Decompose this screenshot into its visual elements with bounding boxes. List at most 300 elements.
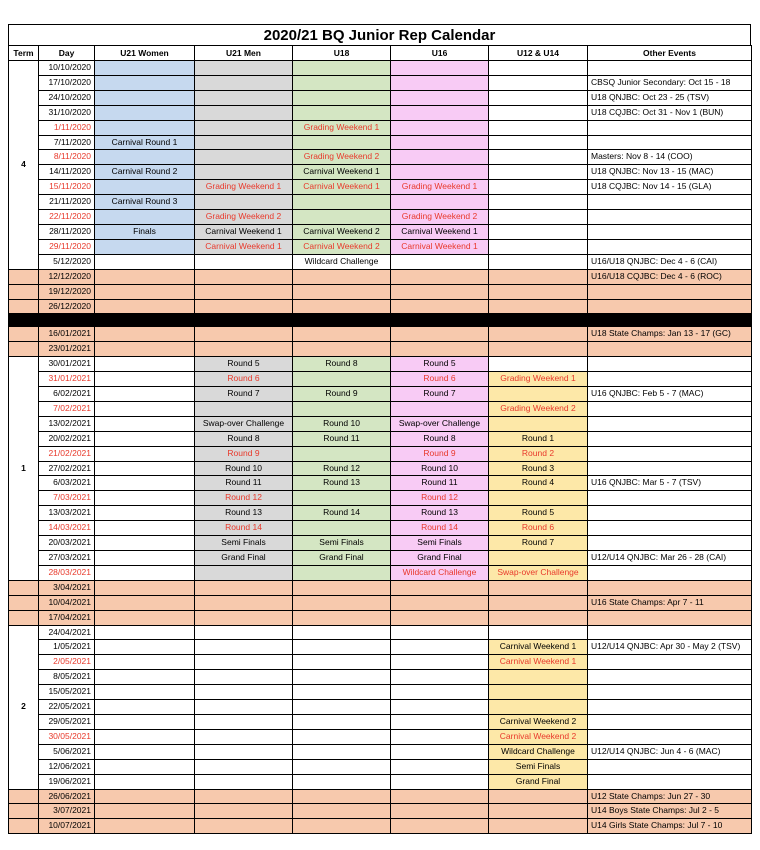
day-cell: 5/12/2020 xyxy=(39,254,95,269)
other-events-cell: U12 State Champs: Jun 27 - 30 xyxy=(588,789,752,804)
table-row xyxy=(9,90,752,105)
term-cell: 4 xyxy=(9,61,39,270)
u21-men-cell xyxy=(195,342,293,357)
other-events-cell: U12/U14 QNJBC: Apr 30 - May 2 (TSV) xyxy=(588,640,752,655)
table-row xyxy=(9,565,752,580)
u12-u14-cell: Semi Finals xyxy=(489,759,588,774)
u18-cell xyxy=(293,789,391,804)
u21-women-cell xyxy=(95,729,195,744)
day-cell: 14/11/2020 xyxy=(39,165,95,180)
table-row xyxy=(9,700,752,715)
table-row xyxy=(9,476,752,491)
term-cell-empty xyxy=(9,804,39,819)
table-row xyxy=(9,670,752,685)
u18-cell: Round 8 xyxy=(293,357,391,372)
other-events-cell xyxy=(588,401,752,416)
day-cell: 24/10/2020 xyxy=(39,90,95,105)
u16-cell: Wildcard Challenge xyxy=(391,565,489,580)
u18-cell xyxy=(293,299,391,314)
term-cell-empty xyxy=(9,819,39,834)
table-row xyxy=(9,195,752,210)
u21-men-cell xyxy=(195,670,293,685)
u18-cell xyxy=(293,491,391,506)
u18-cell xyxy=(293,521,391,536)
u16-cell xyxy=(391,804,489,819)
table-row xyxy=(9,610,752,625)
table-row xyxy=(9,729,752,744)
u21-women-cell xyxy=(95,446,195,461)
u18-cell xyxy=(293,580,391,595)
table-row xyxy=(9,819,752,834)
u12-u14-cell xyxy=(489,327,588,342)
u21-women-cell xyxy=(95,714,195,729)
table-row xyxy=(9,299,752,314)
other-events-cell: U18 QNJBC: Nov 13 - 15 (MAC) xyxy=(588,165,752,180)
u16-cell: Round 6 xyxy=(391,372,489,387)
u21-men-cell xyxy=(195,714,293,729)
u16-cell: Round 14 xyxy=(391,521,489,536)
u21-women-cell xyxy=(95,431,195,446)
u18-cell xyxy=(293,819,391,834)
u21-women-cell xyxy=(95,536,195,551)
u18-cell xyxy=(293,284,391,299)
other-events-cell xyxy=(588,565,752,580)
calendar-table xyxy=(8,45,752,834)
u21-men-cell xyxy=(195,759,293,774)
u21-men-cell xyxy=(195,774,293,789)
term-cell-empty xyxy=(9,789,39,804)
u12-u14-cell: Grading Weekend 2 xyxy=(489,401,588,416)
u21-men-cell xyxy=(195,595,293,610)
u18-cell xyxy=(293,625,391,640)
u21-women-cell: Finals xyxy=(95,224,195,239)
u16-cell xyxy=(391,640,489,655)
u18-cell xyxy=(293,61,391,76)
table-row xyxy=(9,239,752,254)
u16-cell: Round 9 xyxy=(391,446,489,461)
u21-men-cell xyxy=(195,150,293,165)
day-cell: 13/03/2021 xyxy=(39,506,95,521)
u16-cell xyxy=(391,299,489,314)
day-cell: 12/12/2020 xyxy=(39,269,95,284)
u18-cell xyxy=(293,565,391,580)
u16-cell xyxy=(391,90,489,105)
u12-u14-cell: Round 2 xyxy=(489,446,588,461)
u21-women-cell xyxy=(95,759,195,774)
u12-u14-cell xyxy=(489,284,588,299)
other-events-cell xyxy=(588,714,752,729)
header-u21-men: U21 Men xyxy=(195,46,293,61)
header-u21-women: U21 Women xyxy=(95,46,195,61)
day-cell: 30/05/2021 xyxy=(39,729,95,744)
u18-cell: Round 13 xyxy=(293,476,391,491)
u21-men-cell: Round 5 xyxy=(195,357,293,372)
day-cell: 31/01/2021 xyxy=(39,372,95,387)
other-events-cell: U18 QNJBC: Oct 23 - 25 (TSV) xyxy=(588,90,752,105)
u21-men-cell: Round 12 xyxy=(195,491,293,506)
u12-u14-cell xyxy=(489,342,588,357)
u21-women-cell xyxy=(95,595,195,610)
u21-men-cell xyxy=(195,61,293,76)
table-row xyxy=(9,314,752,327)
day-cell: 22/11/2020 xyxy=(39,210,95,225)
header-u12-u14: U12 & U14 xyxy=(489,46,588,61)
u21-women-cell xyxy=(95,685,195,700)
table-row xyxy=(9,150,752,165)
u18-cell: Grading Weekend 1 xyxy=(293,120,391,135)
u12-u14-cell: Carnival Weekend 1 xyxy=(489,655,588,670)
table-row xyxy=(9,804,752,819)
table-row xyxy=(9,640,752,655)
u21-women-cell xyxy=(95,700,195,715)
header-row xyxy=(9,46,752,61)
u16-cell xyxy=(391,670,489,685)
other-events-cell xyxy=(588,239,752,254)
day-cell: 16/01/2021 xyxy=(39,327,95,342)
u18-cell xyxy=(293,195,391,210)
other-events-cell: U14 Boys State Champs: Jul 2 - 5 xyxy=(588,804,752,819)
u12-u14-cell xyxy=(489,299,588,314)
u18-cell xyxy=(293,655,391,670)
u21-men-cell xyxy=(195,299,293,314)
u16-cell xyxy=(391,135,489,150)
term-cell-empty xyxy=(9,342,39,357)
day-cell: 26/12/2020 xyxy=(39,299,95,314)
day-cell: 1/05/2021 xyxy=(39,640,95,655)
day-cell: 28/11/2020 xyxy=(39,224,95,239)
u12-u14-cell: Grading Weekend 1 xyxy=(489,372,588,387)
u21-men-cell xyxy=(195,135,293,150)
u21-women-cell: Carnival Round 1 xyxy=(95,135,195,150)
u18-cell: Carnival Weekend 1 xyxy=(293,165,391,180)
term-cell-empty xyxy=(9,284,39,299)
u12-u14-cell xyxy=(489,224,588,239)
table-row xyxy=(9,269,752,284)
table-row xyxy=(9,61,752,76)
u18-cell xyxy=(293,327,391,342)
day-cell: 3/07/2021 xyxy=(39,804,95,819)
other-events-cell xyxy=(588,284,752,299)
u21-women-cell xyxy=(95,372,195,387)
u12-u14-cell: Swap-over Challenge xyxy=(489,565,588,580)
u21-women-cell xyxy=(95,75,195,90)
u16-cell xyxy=(391,269,489,284)
u21-men-cell xyxy=(195,819,293,834)
table-row xyxy=(9,580,752,595)
u16-cell xyxy=(391,120,489,135)
u12-u14-cell xyxy=(489,551,588,566)
u18-cell xyxy=(293,685,391,700)
table-row xyxy=(9,714,752,729)
table-row xyxy=(9,120,752,135)
other-events-cell xyxy=(588,461,752,476)
u21-men-cell xyxy=(195,804,293,819)
day-cell: 12/06/2021 xyxy=(39,759,95,774)
other-events-cell xyxy=(588,700,752,715)
other-events-cell xyxy=(588,759,752,774)
u18-cell: Wildcard Challenge xyxy=(293,254,391,269)
u21-men-cell: Round 11 xyxy=(195,476,293,491)
u21-men-cell: Grading Weekend 1 xyxy=(195,180,293,195)
u18-cell xyxy=(293,372,391,387)
day-cell: 19/12/2020 xyxy=(39,284,95,299)
u21-men-cell: Carnival Weekend 1 xyxy=(195,224,293,239)
u21-men-cell: Swap-over Challenge xyxy=(195,416,293,431)
u16-cell xyxy=(391,284,489,299)
u21-men-cell xyxy=(195,75,293,90)
term-cell-empty xyxy=(9,580,39,595)
table-row xyxy=(9,595,752,610)
other-events-cell xyxy=(588,625,752,640)
other-events-cell: Masters: Nov 8 - 14 (COO) xyxy=(588,150,752,165)
table-row xyxy=(9,180,752,195)
table-row xyxy=(9,655,752,670)
other-events-cell: U16 State Champs: Apr 7 - 11 xyxy=(588,595,752,610)
other-events-cell: U12/U14 QNJBC: Jun 4 - 6 (MAC) xyxy=(588,744,752,759)
u12-u14-cell xyxy=(489,90,588,105)
u18-cell: Round 12 xyxy=(293,461,391,476)
calendar-title: 2020/21 BQ Junior Rep Calendar xyxy=(8,24,751,45)
u12-u14-cell: Carnival Weekend 2 xyxy=(489,729,588,744)
u21-men-cell: Round 9 xyxy=(195,446,293,461)
u18-cell xyxy=(293,269,391,284)
u21-women-cell xyxy=(95,804,195,819)
u16-cell xyxy=(391,327,489,342)
day-cell: 15/11/2020 xyxy=(39,180,95,195)
u18-cell: Grading Weekend 2 xyxy=(293,150,391,165)
header-other-events: Other Events xyxy=(588,46,752,61)
u21-men-cell xyxy=(195,120,293,135)
table-row xyxy=(9,105,752,120)
table-row xyxy=(9,461,752,476)
u18-cell xyxy=(293,105,391,120)
day-cell: 8/05/2021 xyxy=(39,670,95,685)
u16-cell: Swap-over Challenge xyxy=(391,416,489,431)
table-row xyxy=(9,165,752,180)
table-row xyxy=(9,135,752,150)
u12-u14-cell: Wildcard Challenge xyxy=(489,744,588,759)
u12-u14-cell: Carnival Weekend 1 xyxy=(489,640,588,655)
day-cell: 23/01/2021 xyxy=(39,342,95,357)
u18-cell xyxy=(293,210,391,225)
u21-women-cell xyxy=(95,551,195,566)
u21-women-cell xyxy=(95,327,195,342)
header-u16: U16 xyxy=(391,46,489,61)
other-events-cell: CBSQ Junior Secondary: Oct 15 - 18 xyxy=(588,75,752,90)
other-events-cell: U16 QNJBC: Feb 5 - 7 (MAC) xyxy=(588,387,752,402)
other-events-cell xyxy=(588,521,752,536)
other-events-cell xyxy=(588,506,752,521)
day-cell: 15/05/2021 xyxy=(39,685,95,700)
u21-men-cell: Carnival Weekend 1 xyxy=(195,239,293,254)
u16-cell: Round 8 xyxy=(391,431,489,446)
u21-men-cell: Round 7 xyxy=(195,387,293,402)
day-cell: 20/03/2021 xyxy=(39,536,95,551)
u21-men-cell: Round 10 xyxy=(195,461,293,476)
table-row xyxy=(9,491,752,506)
day-cell: 29/11/2020 xyxy=(39,239,95,254)
u18-cell xyxy=(293,90,391,105)
u18-cell xyxy=(293,135,391,150)
u18-cell xyxy=(293,774,391,789)
table-row xyxy=(9,254,752,269)
u18-cell: Carnival Weekend 2 xyxy=(293,239,391,254)
table-row xyxy=(9,342,752,357)
u21-women-cell: Carnival Round 3 xyxy=(95,195,195,210)
day-cell: 29/05/2021 xyxy=(39,714,95,729)
u12-u14-cell xyxy=(489,610,588,625)
u21-women-cell xyxy=(95,521,195,536)
day-cell: 10/07/2021 xyxy=(39,819,95,834)
table-row xyxy=(9,685,752,700)
u21-men-cell xyxy=(195,729,293,744)
table-row xyxy=(9,506,752,521)
u12-u14-cell xyxy=(489,416,588,431)
u16-cell: Grading Weekend 1 xyxy=(391,180,489,195)
u21-men-cell xyxy=(195,105,293,120)
u16-cell xyxy=(391,195,489,210)
u21-men-cell xyxy=(195,284,293,299)
u16-cell xyxy=(391,819,489,834)
day-cell: 5/06/2021 xyxy=(39,744,95,759)
u12-u14-cell xyxy=(489,595,588,610)
u21-women-cell xyxy=(95,744,195,759)
u21-women-cell xyxy=(95,342,195,357)
u16-cell xyxy=(391,655,489,670)
u12-u14-cell xyxy=(489,580,588,595)
u21-men-cell xyxy=(195,90,293,105)
u18-cell: Round 10 xyxy=(293,416,391,431)
u12-u14-cell xyxy=(489,165,588,180)
u18-cell: Semi Finals xyxy=(293,536,391,551)
other-events-cell xyxy=(588,774,752,789)
other-events-cell xyxy=(588,299,752,314)
u21-men-cell xyxy=(195,580,293,595)
u16-cell xyxy=(391,61,489,76)
other-events-cell xyxy=(588,357,752,372)
table-row xyxy=(9,357,752,372)
u16-cell xyxy=(391,714,489,729)
u21-women-cell xyxy=(95,655,195,670)
u21-women-cell xyxy=(95,61,195,76)
u12-u14-cell: Carnival Weekend 2 xyxy=(489,714,588,729)
u18-cell xyxy=(293,342,391,357)
u12-u14-cell xyxy=(489,195,588,210)
other-events-cell: U16/U18 QNJBC: Dec 4 - 6 (CAI) xyxy=(588,254,752,269)
other-events-cell xyxy=(588,655,752,670)
day-cell: 17/10/2020 xyxy=(39,75,95,90)
day-cell: 7/02/2021 xyxy=(39,401,95,416)
u18-cell: Round 11 xyxy=(293,431,391,446)
u16-cell xyxy=(391,759,489,774)
day-cell: 17/04/2021 xyxy=(39,610,95,625)
u18-cell: Carnival Weekend 2 xyxy=(293,224,391,239)
u21-men-cell xyxy=(195,700,293,715)
day-cell: 8/11/2020 xyxy=(39,150,95,165)
u18-cell xyxy=(293,759,391,774)
u21-men-cell: Round 6 xyxy=(195,372,293,387)
u12-u14-cell xyxy=(489,804,588,819)
term-cell-empty xyxy=(9,269,39,284)
other-events-cell xyxy=(588,224,752,239)
u12-u14-cell xyxy=(489,120,588,135)
day-cell: 1/11/2020 xyxy=(39,120,95,135)
u21-women-cell xyxy=(95,789,195,804)
u12-u14-cell xyxy=(489,700,588,715)
u12-u14-cell xyxy=(489,135,588,150)
u21-men-cell xyxy=(195,685,293,700)
u12-u14-cell xyxy=(489,625,588,640)
other-events-cell xyxy=(588,446,752,461)
u12-u14-cell xyxy=(489,670,588,685)
day-cell: 10/04/2021 xyxy=(39,595,95,610)
u21-men-cell: Round 8 xyxy=(195,431,293,446)
day-cell: 26/06/2021 xyxy=(39,789,95,804)
u16-cell xyxy=(391,744,489,759)
u21-women-cell xyxy=(95,491,195,506)
u16-cell xyxy=(391,165,489,180)
u21-women-cell: Carnival Round 2 xyxy=(95,165,195,180)
table-row xyxy=(9,774,752,789)
other-events-cell xyxy=(588,431,752,446)
u21-men-cell: Round 14 xyxy=(195,521,293,536)
u21-women-cell xyxy=(95,506,195,521)
day-cell: 7/03/2021 xyxy=(39,491,95,506)
table-row xyxy=(9,387,752,402)
u12-u14-cell xyxy=(489,210,588,225)
other-events-cell xyxy=(588,536,752,551)
u16-cell: Carnival Weekend 1 xyxy=(391,224,489,239)
u16-cell: Carnival Weekend 1 xyxy=(391,239,489,254)
day-cell: 3/04/2021 xyxy=(39,580,95,595)
u21-women-cell xyxy=(95,269,195,284)
u16-cell xyxy=(391,789,489,804)
term-cell-empty xyxy=(9,299,39,314)
u21-men-cell xyxy=(195,789,293,804)
u21-men-cell: Round 13 xyxy=(195,506,293,521)
u18-cell xyxy=(293,446,391,461)
u21-men-cell xyxy=(195,625,293,640)
u12-u14-cell: Round 3 xyxy=(489,461,588,476)
day-cell: 21/02/2021 xyxy=(39,446,95,461)
u12-u14-cell xyxy=(489,357,588,372)
u12-u14-cell xyxy=(489,239,588,254)
u21-men-cell xyxy=(195,744,293,759)
u18-cell xyxy=(293,700,391,715)
other-events-cell: U16/U18 CQJBC: Dec 4 - 6 (ROC) xyxy=(588,269,752,284)
u12-u14-cell: Round 6 xyxy=(489,521,588,536)
day-cell: 21/11/2020 xyxy=(39,195,95,210)
u16-cell: Round 7 xyxy=(391,387,489,402)
u18-cell xyxy=(293,714,391,729)
u12-u14-cell xyxy=(489,491,588,506)
u12-u14-cell xyxy=(489,105,588,120)
day-cell: 22/05/2021 xyxy=(39,700,95,715)
u16-cell: Round 13 xyxy=(391,506,489,521)
header-day: Day xyxy=(39,46,95,61)
table-row xyxy=(9,759,752,774)
day-cell: 27/03/2021 xyxy=(39,551,95,566)
u21-women-cell xyxy=(95,210,195,225)
u21-women-cell xyxy=(95,580,195,595)
table-row xyxy=(9,224,752,239)
u18-cell xyxy=(293,610,391,625)
other-events-cell xyxy=(588,685,752,700)
u16-cell: Round 5 xyxy=(391,357,489,372)
other-events-cell xyxy=(588,210,752,225)
u21-men-cell xyxy=(195,254,293,269)
u16-cell: Round 12 xyxy=(391,491,489,506)
